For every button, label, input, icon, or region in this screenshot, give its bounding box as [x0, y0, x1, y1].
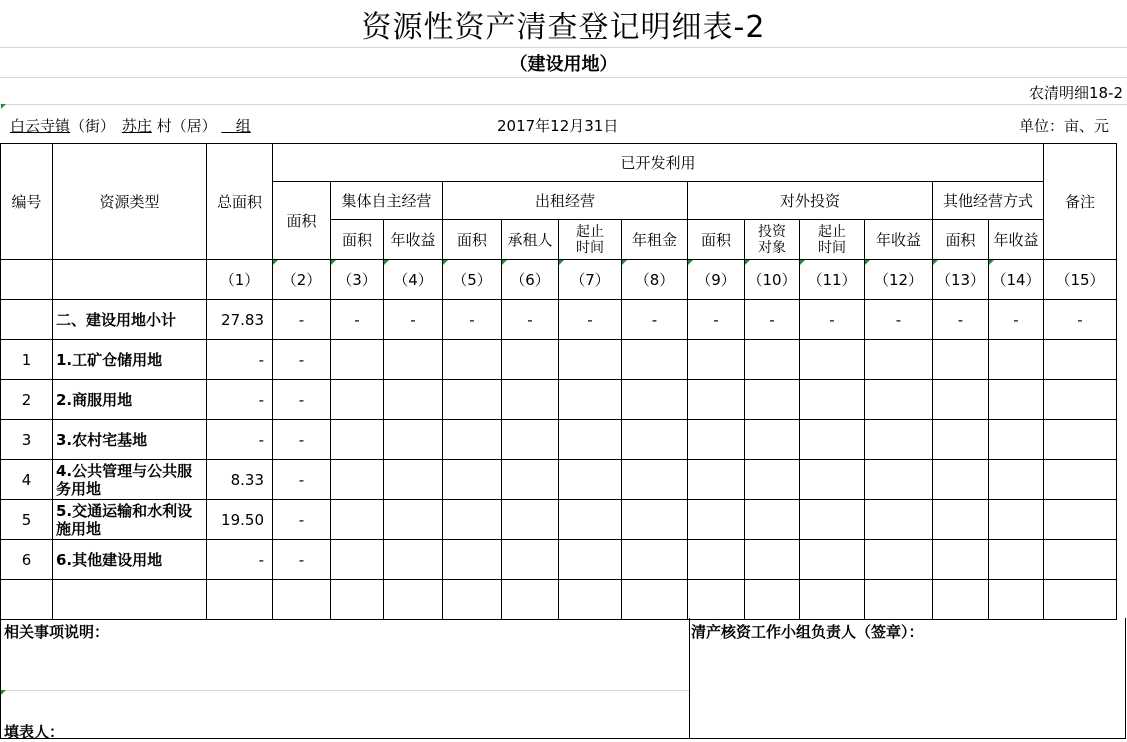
empty-cell: [745, 380, 800, 420]
meta-row: [0, 112, 1127, 140]
header-i-area: 面积: [688, 220, 745, 260]
empty-cell: [688, 380, 745, 420]
header-c-income: 年收益: [384, 220, 443, 260]
empty-cell: [443, 340, 502, 380]
column-number: （6）: [502, 260, 559, 300]
comment-marker-icon: [273, 260, 278, 265]
header-invest: 对外投资: [688, 182, 933, 220]
empty-cell: [502, 500, 559, 540]
village-name: 苏庄: [121, 117, 152, 135]
empty-cell: [384, 420, 443, 460]
empty-cell: [865, 340, 933, 380]
comment-marker-icon: [1, 690, 6, 695]
empty-cell: [800, 500, 865, 540]
subtotal-cell: -: [443, 300, 502, 340]
empty-cell: [688, 500, 745, 540]
empty-cell: [800, 460, 865, 500]
empty-cell: [1044, 420, 1117, 460]
comment-marker-icon: [1, 104, 6, 109]
empty-cell: [384, 540, 443, 580]
subtotal-cell: -: [331, 300, 384, 340]
column-number: （8）: [622, 260, 688, 300]
subtotal-cell: -: [933, 300, 989, 340]
subtotal-cell: -: [688, 300, 745, 340]
table-row: [1, 500, 1117, 540]
empty-cell: [622, 500, 688, 540]
header-l-tenant: 承租人: [502, 220, 559, 260]
empty-cell: [989, 340, 1044, 380]
empty-cell: [865, 380, 933, 420]
empty-cell: [933, 540, 989, 580]
empty-cell: [688, 460, 745, 500]
empty-cell: [331, 420, 384, 460]
comment-marker-icon: [622, 260, 627, 265]
header-code: 编号: [1, 144, 53, 260]
header-i-period: 起止时间: [800, 220, 865, 260]
row-total-area: -: [207, 540, 273, 580]
empty-cell: [688, 540, 745, 580]
header-l-area: 面积: [443, 220, 502, 260]
row-type: 5.交通运输和水利设施用地: [53, 500, 207, 540]
header-lease: 出租经营: [443, 182, 688, 220]
table-row: [1, 540, 1117, 580]
subtotal-row: [1, 300, 1117, 340]
report-date: 2017年12月31日: [497, 117, 619, 135]
empty-cell: [1044, 500, 1117, 540]
comment-marker-icon: [331, 260, 336, 265]
notes-label: 相关事项说明：: [4, 623, 110, 641]
unit-label: 单位：亩、元: [1018, 117, 1109, 135]
village-suffix: 村（居）: [156, 117, 217, 135]
empty-cell: [331, 540, 384, 580]
comment-marker-icon: [502, 260, 507, 265]
subtotal-cell: -: [1044, 300, 1117, 340]
header-total-area: 总面积: [207, 144, 273, 260]
empty-cell: [502, 540, 559, 580]
signature-box: [688, 618, 1126, 739]
header-type: 资源类型: [53, 144, 207, 260]
row-number: 2: [1, 380, 53, 420]
subtotal-cell: -: [989, 300, 1044, 340]
column-number: （15）: [1044, 260, 1117, 300]
empty-cell: [384, 500, 443, 540]
comment-marker-icon: [865, 260, 870, 265]
subtotal-cell: -: [865, 300, 933, 340]
table-row: [1, 420, 1117, 460]
header-area: 面积: [273, 182, 331, 260]
row-area: -: [273, 540, 331, 580]
empty-cell: [443, 500, 502, 540]
empty-cell: [989, 380, 1044, 420]
empty-cell: [331, 340, 384, 380]
empty-cell: [1044, 380, 1117, 420]
header-remark: 备注: [1044, 144, 1117, 260]
empty-cell: [622, 420, 688, 460]
location-info: [10, 115, 251, 136]
town-suffix: （街）: [70, 117, 116, 135]
group-blank: [221, 117, 235, 135]
row-type: 2.商服用地: [53, 380, 207, 420]
empty-cell: [745, 460, 800, 500]
row-type: 3.农村宅基地: [53, 420, 207, 460]
empty-cell: [559, 460, 622, 500]
row-type: 6.其他建设用地: [53, 540, 207, 580]
empty-cell: [559, 420, 622, 460]
empty-cell: [989, 460, 1044, 500]
row-total-area: -: [207, 340, 273, 380]
row-total-area: 8.33: [207, 460, 273, 500]
empty-cell: [800, 540, 865, 580]
empty-cell: [502, 460, 559, 500]
empty-cell: [443, 540, 502, 580]
form-code: 农清明细18-2: [1028, 84, 1123, 102]
row-number: 4: [1, 460, 53, 500]
empty-cell: [800, 340, 865, 380]
empty-cell: [1044, 460, 1117, 500]
empty-cell: [745, 420, 800, 460]
empty-cell: [865, 420, 933, 460]
subtotal-cell: -: [384, 300, 443, 340]
empty-cell: [443, 380, 502, 420]
row-area: -: [273, 380, 331, 420]
comment-marker-icon: [559, 260, 564, 265]
empty-cell: [559, 500, 622, 540]
column-number: （9）: [688, 260, 745, 300]
row-area: -: [273, 340, 331, 380]
divider: [1, 690, 689, 691]
header-l-period: 起止时间: [559, 220, 622, 260]
column-number: （1）: [207, 260, 273, 300]
empty-cell: [933, 340, 989, 380]
empty-cell: [384, 380, 443, 420]
town-name: 白云寺镇: [10, 117, 71, 135]
empty-cell: [800, 420, 865, 460]
subtotal-cell: -: [622, 300, 688, 340]
row-area: -: [273, 420, 331, 460]
filler-label: 填表人：: [4, 723, 65, 741]
empty-cell: [502, 420, 559, 460]
table-row: [1, 460, 1117, 500]
header-developed: 已开发利用: [273, 144, 1044, 182]
subtotal-cell: -: [800, 300, 865, 340]
empty-cell: [989, 420, 1044, 460]
page-subtitle: （建设用地）: [509, 54, 618, 75]
empty-cell: [443, 460, 502, 500]
empty-cell: [331, 460, 384, 500]
empty-cell: [989, 540, 1044, 580]
leader-label: 清产核资工作小组负责人（签章）：: [691, 623, 924, 641]
empty-cell: [622, 380, 688, 420]
empty-cell: [933, 380, 989, 420]
column-number: （12）: [865, 260, 933, 300]
empty-cell: [443, 420, 502, 460]
empty-cell: [559, 540, 622, 580]
empty-cell: [384, 460, 443, 500]
asset-table: [0, 143, 1117, 620]
subtotal-cell: -: [502, 300, 559, 340]
empty-cell: [384, 340, 443, 380]
comment-marker-icon: [688, 260, 693, 265]
page-title: 资源性资产清查登记明细表-2: [361, 10, 766, 45]
comment-marker-icon: [989, 260, 994, 265]
comment-marker-icon: [384, 260, 389, 265]
empty-cell: [865, 460, 933, 500]
empty-cell: [622, 460, 688, 500]
subtotal-cell: -: [559, 300, 622, 340]
divider: [0, 104, 1127, 105]
empty-cell: [865, 500, 933, 540]
column-number: （2）: [273, 260, 331, 300]
header-o-income: 年收益: [989, 220, 1044, 260]
column-number: （4）: [384, 260, 443, 300]
row-number: 5: [1, 500, 53, 540]
column-number: （10）: [745, 260, 800, 300]
empty-cell: [1044, 340, 1117, 380]
subtotal-cell: -: [745, 300, 800, 340]
empty-cell: [1044, 540, 1117, 580]
row-number: 6: [1, 540, 53, 580]
comment-marker-icon: [745, 260, 750, 265]
empty-cell: [745, 500, 800, 540]
empty-cell: [800, 380, 865, 420]
blank-row: [1, 580, 1117, 620]
header-i-income: 年收益: [865, 220, 933, 260]
subtotal-total: 27.83: [207, 300, 273, 340]
row-type: 1.工矿仓储用地: [53, 340, 207, 380]
empty-cell: [933, 420, 989, 460]
subtotal-cell: -: [273, 300, 331, 340]
subtotal-label: 二、建设用地小计: [53, 300, 207, 340]
column-number-row: [1, 260, 1117, 300]
header-i-target: 投资对象: [745, 220, 800, 260]
row-area: -: [273, 460, 331, 500]
empty-cell: [745, 540, 800, 580]
header-l-rent: 年租金: [622, 220, 688, 260]
column-number: （13）: [933, 260, 989, 300]
table-row: [1, 380, 1117, 420]
row-total-area: -: [207, 380, 273, 420]
header-o-area: 面积: [933, 220, 989, 260]
empty-cell: [559, 340, 622, 380]
empty-cell: [622, 540, 688, 580]
empty-cell: [331, 380, 384, 420]
empty-cell: [865, 540, 933, 580]
comment-marker-icon: [443, 260, 448, 265]
empty-cell: [933, 500, 989, 540]
notes-box: [0, 618, 690, 739]
table-row: [1, 340, 1117, 380]
header-c-area: 面积: [331, 220, 384, 260]
empty-cell: [745, 340, 800, 380]
row-number: 3: [1, 420, 53, 460]
column-number: （11）: [800, 260, 865, 300]
empty-cell: [559, 380, 622, 420]
empty-cell: [688, 420, 745, 460]
group-suffix: 组: [235, 117, 251, 135]
empty-cell: [622, 340, 688, 380]
row-area: -: [273, 500, 331, 540]
comment-marker-icon: [933, 260, 938, 265]
empty-cell: [989, 500, 1044, 540]
header-other: 其他经营方式: [933, 182, 1044, 220]
comment-marker-icon: [800, 260, 805, 265]
row-number: 1: [1, 340, 53, 380]
column-number: （14）: [989, 260, 1044, 300]
row-total-area: 19.50: [207, 500, 273, 540]
divider: [0, 77, 1127, 78]
column-number: （3）: [331, 260, 384, 300]
column-number: （5）: [443, 260, 502, 300]
row-type: 4.公共管理与公共服务用地: [53, 460, 207, 500]
empty-cell: [331, 500, 384, 540]
empty-cell: [933, 460, 989, 500]
row-total-area: -: [207, 420, 273, 460]
empty-cell: [502, 380, 559, 420]
footer: [0, 618, 1127, 739]
empty-cell: [502, 340, 559, 380]
column-number: （7）: [559, 260, 622, 300]
header-collective: 集体自主经营: [331, 182, 443, 220]
empty-cell: [688, 340, 745, 380]
